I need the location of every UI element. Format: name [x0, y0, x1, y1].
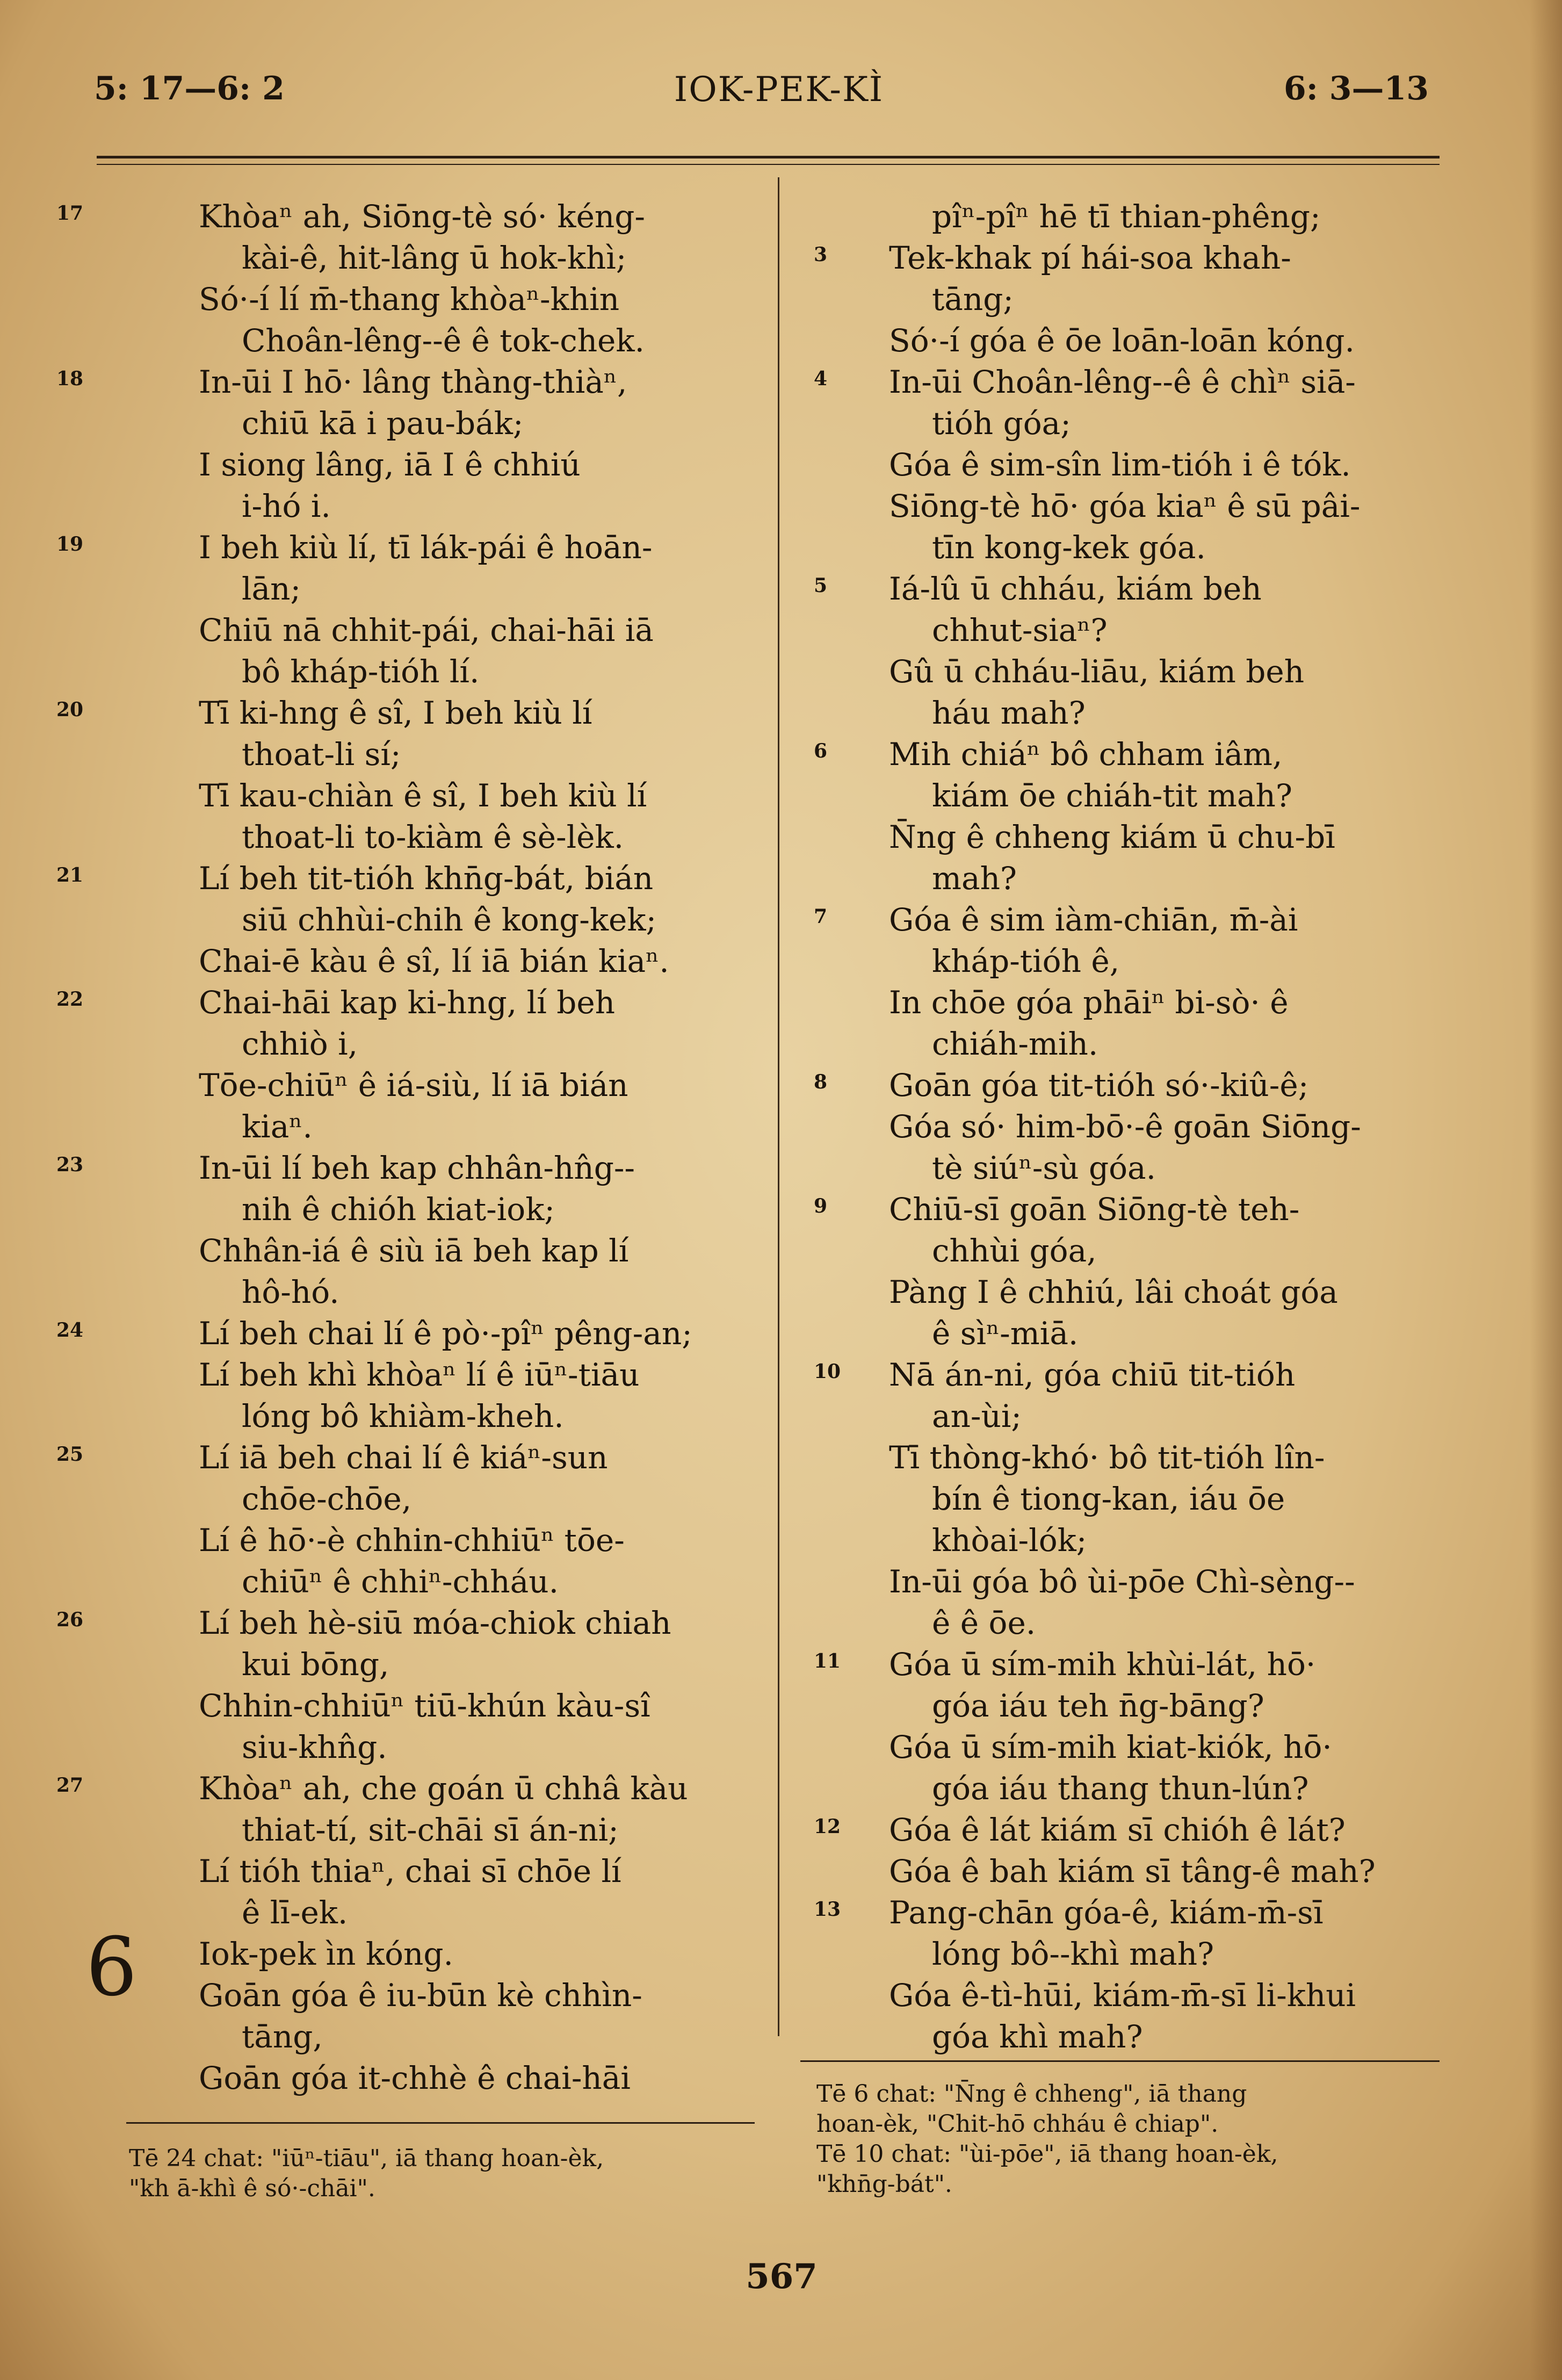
verse-number: 20	[56, 698, 84, 721]
verse-line: Tī ki-hng ê sî, I beh kiù lí 20	[199, 693, 757, 734]
verse-line: Tī thòng-khó· bô tit-tióh lîn-	[889, 1439, 1325, 1476]
verse-line: Pang-chān góa-ê, kiám-m̄-sī 13	[889, 1892, 1448, 1934]
header-rule-thick	[97, 156, 1440, 158]
footnote-line: Tē 6 chat: "N̄ng ê chheng", iā thang	[816, 2080, 1247, 2108]
verse-line: i-hó i.	[242, 488, 331, 524]
verse-line: In-ūi lí beh kap chhân-hn̂g-- 23	[199, 1148, 757, 1189]
footnote-line: hoan-èk, "Chit-hō chháu ê chiap".	[816, 2110, 1219, 2138]
verse-line: chiūⁿ ê chhiⁿ-chháu.	[242, 1563, 559, 1600]
verse-line: kiaⁿ.	[242, 1108, 313, 1145]
verse-line: In-ūi góa bô ùi-pōe Chì-sèng--	[889, 1563, 1355, 1600]
verse-line: Chhin-chhiūⁿ tiū-khún kàu-sî	[199, 1687, 650, 1724]
verse-number: 6	[814, 740, 828, 762]
book-title: IOK-PEK-KÌ	[674, 70, 884, 110]
verse-number: 21	[56, 864, 84, 886]
verse-line: lān;	[242, 571, 301, 607]
verse-line: Khòaⁿ ah, Siōng-tè só· kéng- 17	[199, 196, 757, 237]
verse-line: lóng bô khiàm-kheh.	[242, 1398, 564, 1434]
verse-line: I beh kiù lí, tī lák-pái ê hoān- 19	[199, 527, 757, 568]
footnote-left	[129, 2144, 604, 2204]
verse-line: Góa ê sim-sîn lim-tióh i ê tók.	[889, 446, 1351, 483]
chapter-line: Iok-pek ìn kóng. 6	[86, 1921, 453, 2014]
right-column	[814, 196, 1448, 2058]
verse-line: ê ê ōe.	[932, 1605, 1036, 1641]
footnote-line: "kh ā-khì ê só·-chāi".	[129, 2175, 375, 2202]
verse-line: chhùi góa,	[932, 1232, 1097, 1269]
verse-line: Siōng-tè hō· góa kiaⁿ ê sū pâi-	[889, 488, 1361, 524]
verse-line: chōe-chōe,	[242, 1481, 412, 1517]
running-header	[0, 59, 1562, 124]
chapter-line: Goān góa it-chhè ê chai-hāi	[199, 2060, 631, 2096]
verse-line: Lí tióh thiaⁿ, chai sī chōe lí	[199, 1853, 621, 1889]
verse-line: Tōe-chiūⁿ ê iá-siù, lí iā bián	[199, 1067, 628, 1104]
verse-line: Góa ê sim iàm-chiān, m̄-ài 7	[889, 899, 1448, 941]
verse-line: Khòaⁿ ah, che goán ū chhâ kàu 27	[199, 1768, 757, 1809]
verse-line: tīn kong-kek góa.	[932, 529, 1206, 566]
verse-number: 5	[814, 574, 828, 597]
verse-line: chhut-siaⁿ?	[932, 612, 1108, 648]
verse-line: bín ê tiong-kan, iáu ōe	[932, 1481, 1285, 1517]
verse-line: Chai-ē kàu ê sî, lí iā bián kiaⁿ.	[199, 943, 669, 979]
verse-line: Chhân-iá ê siù iā beh kap lí	[199, 1232, 629, 1269]
verse-line: N̄ng ê chheng kiám ū chu-bī	[889, 819, 1335, 855]
verse-number: 11	[814, 1650, 841, 1672]
verse-line: Chai-hāi kap ki-hng, lí beh 22	[199, 982, 757, 1023]
header-rule-thin	[97, 164, 1440, 165]
verse-line: pîⁿ-pîⁿ hē tī thian-phêng;	[932, 198, 1321, 235]
verse-line: Lí beh hè-siū móa-chiok chiah 26	[199, 1603, 757, 1644]
verse-line: tāng;	[932, 281, 1014, 318]
chapter-line: tāng,	[242, 2018, 323, 2055]
verse-line: I siong lâng, iā I ê chhiú	[199, 446, 581, 483]
verse-number: 9	[814, 1195, 828, 1217]
verse-line: Chiū-sī goān Siōng-tè teh- 9	[889, 1189, 1448, 1230]
verse-line: Goān góa tit-tióh só·-kiû-ê; 8	[889, 1065, 1448, 1106]
left-column	[56, 196, 757, 2099]
verse-line: Lí ê hō·-è chhin-chhiūⁿ tōe-	[199, 1522, 625, 1559]
verse-line: tè siúⁿ-sù góa.	[932, 1150, 1156, 1186]
verse-line: tióh góa;	[932, 405, 1071, 442]
verse-line: Lí beh tit-tióh khn̄g-bát, bián 21	[199, 858, 757, 899]
verse-line: hô-hó.	[242, 1274, 339, 1310]
verse-line: chiū kā i pau-bák;	[242, 405, 524, 442]
verse-line: Só·-í lí m̄-thang khòaⁿ-khin	[199, 281, 620, 318]
chapter-line: Goān góa ê iu-būn kè chhìn-	[199, 1977, 642, 2014]
verse-line: Lí beh chai lí ê pò·-pîⁿ pêng-an; 24	[199, 1313, 757, 1354]
page-number: 567	[746, 2256, 818, 2297]
verse-line: lóng bô--khì mah?	[932, 1936, 1214, 1972]
verse-number: 3	[814, 243, 828, 266]
verse-line: siu-khn̂g.	[242, 1729, 387, 1765]
verse-line: Góa ê bah kiám sī tâng-ê mah?	[889, 1853, 1376, 1889]
verse-number: 25	[56, 1443, 84, 1466]
verse-number: 7	[814, 905, 828, 928]
footnote-line: Tē 24 chat: "iūⁿ-tiāu", iā thang hoan-èk,	[129, 2145, 604, 2172]
footnote-line: Tē 10 chat: "ùi-pōe", iā thang hoan-èk,	[816, 2140, 1278, 2168]
verse-number: 24	[56, 1319, 84, 1342]
verse-line: góa khì mah?	[932, 2018, 1143, 2055]
verse-line: khòai-lók;	[932, 1522, 1087, 1559]
verse-line: Lí beh khì khòaⁿ lí ê iūⁿ-tiāu	[199, 1357, 640, 1393]
verse-line: Mih chiáⁿ bô chham iâm, 6	[889, 734, 1448, 775]
footnote-rule-right	[800, 2060, 1440, 2062]
verse-line: Iá-lû ū chháu, kiám beh 5	[889, 568, 1448, 610]
footnote-rule-left	[126, 2122, 755, 2124]
verse-line: In chōe góa phāiⁿ bi-sò· ê	[889, 984, 1289, 1021]
header-left-reference: 5: 17—6: 2	[94, 70, 285, 107]
verse-line: nih ê chióh kiat-iok;	[242, 1191, 555, 1228]
verse-number: 26	[56, 1609, 84, 1631]
verse-number: 17	[56, 202, 84, 225]
verse-number: 12	[814, 1815, 841, 1838]
verse-line: thoat-li to-kiàm ê sè-lèk.	[242, 819, 624, 855]
verse-line: In-ūi Choân-lêng--ê ê chìⁿ siā- 4	[889, 362, 1448, 403]
verse-line: kài-ê, hit-lâng ū hok-khì;	[242, 240, 627, 276]
footnote-line: "khn̄g-bát".	[816, 2170, 952, 2198]
verse-line: chiáh-mih.	[932, 1026, 1098, 1062]
verse-line: Góa só· him-bō·-ê goān Siōng-	[889, 1108, 1361, 1145]
verse-line: ê lī-ek.	[242, 1894, 348, 1931]
verse-number: 10	[814, 1360, 841, 1383]
verse-number: 18	[56, 367, 84, 390]
verse-number: 8	[814, 1071, 828, 1093]
column-divider	[778, 177, 779, 2036]
verse-line: Tī kau-chiàn ê sî, I beh kiù lí	[199, 777, 647, 814]
verse-line: chhiò i,	[242, 1026, 358, 1062]
verse-line: Choân-lêng--ê ê tok-chek.	[242, 322, 645, 359]
verse-line: Góa ū sím-mih kiat-kiók, hō·	[889, 1729, 1332, 1765]
verse-line: bô kháp-tióh lí.	[242, 653, 480, 690]
verse-line: thoat-li sí;	[242, 736, 401, 773]
verse-line: Só·-í góa ê ōe loān-loān kóng.	[889, 322, 1355, 359]
verse-line: Góa ê-tì-hūi, kiám-m̄-sī li-khui	[889, 1977, 1356, 2014]
verse-line: háu mah?	[932, 695, 1086, 731]
verse-number: 4	[814, 367, 828, 390]
chapter-number: 6	[86, 1921, 138, 2014]
verse-line: mah?	[932, 860, 1017, 897]
verse-line: siū chhùi-chih ê kong-kek;	[242, 901, 657, 938]
verse-line: Góa ê lát kiám sī chióh ê lát? 12	[889, 1809, 1448, 1851]
verse-line: Gû ū chháu-liāu, kiám beh	[889, 653, 1305, 690]
verse-number: 22	[56, 988, 84, 1011]
verse-line: an-ùi;	[932, 1398, 1022, 1434]
verse-line: Góa ū sím-mih khùi-lát, hō· 11	[889, 1644, 1448, 1685]
page-edge-shadow	[1530, 0, 1562, 2380]
header-right-reference: 6: 3—13	[1284, 70, 1429, 107]
verse-line: Nā án-ni, góa chiū tit-tióh 10	[889, 1354, 1448, 1396]
verse-number: 13	[814, 1898, 841, 1921]
verse-line: thiat-tí, sit-chāi sī án-ni;	[242, 1812, 619, 1848]
verse-line: kháp-tióh ê,	[932, 943, 1120, 979]
verse-line: kiám ōe chiáh-tit mah?	[932, 777, 1292, 814]
verse-line: Pàng I ê chhiú, lâi choát góa	[889, 1274, 1338, 1310]
verse-line: góa iáu teh n̄g-bāng?	[932, 1687, 1264, 1724]
verse-line: Tek-khak pí hái-soa khah- 3	[889, 237, 1448, 279]
verse-number: 23	[56, 1153, 84, 1176]
verse-line: kui bōng,	[242, 1646, 389, 1683]
footnote-right	[816, 2079, 1278, 2199]
verse-number: 19	[56, 533, 84, 556]
verse-line: ê sìⁿ-miā.	[932, 1315, 1079, 1352]
verse-line: góa iáu thang thun-lún?	[932, 1770, 1309, 1807]
verse-number: 27	[56, 1774, 84, 1797]
verse-line: Lí iā beh chai lí ê kiáⁿ-sun 25	[199, 1437, 757, 1479]
verse-line: In-ūi I hō· lâng thàng-thiàⁿ, 18	[199, 362, 757, 403]
verse-line: Chiū nā chhit-pái, chai-hāi iā	[199, 612, 654, 648]
